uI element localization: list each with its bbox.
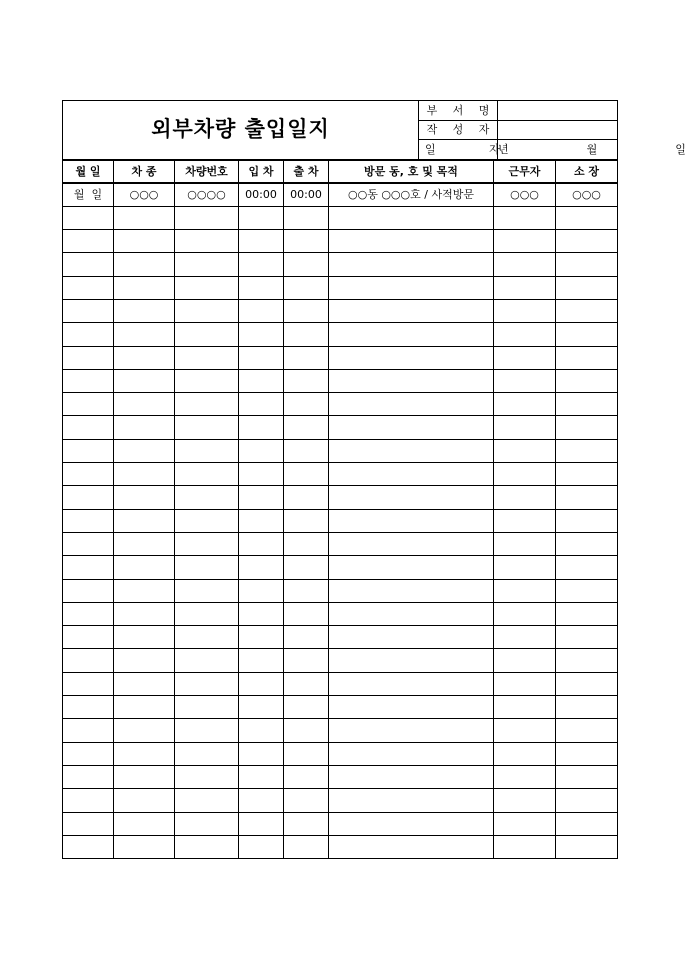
- exit-time-cell[interactable]: [284, 812, 329, 835]
- vehicle-type-cell[interactable]: [114, 230, 175, 253]
- table-row: [63, 556, 618, 579]
- exit-time-cell[interactable]: [284, 439, 329, 462]
- manager-cell[interactable]: [556, 276, 618, 299]
- manager-cell[interactable]: [556, 323, 618, 346]
- plate-cell[interactable]: [175, 323, 239, 346]
- table-row: [63, 369, 618, 392]
- plate-cell[interactable]: [175, 765, 239, 788]
- date-cell[interactable]: [63, 463, 114, 486]
- guard-cell[interactable]: [494, 626, 556, 649]
- entry-time-cell[interactable]: [239, 812, 284, 835]
- document-title: 외부차량 출입일지: [63, 101, 419, 160]
- date-cell[interactable]: [63, 253, 114, 276]
- visit-purpose-cell[interactable]: [329, 323, 494, 346]
- manager-cell[interactable]: [556, 696, 618, 719]
- exit-time-cell[interactable]: [284, 253, 329, 276]
- table-row: [63, 509, 618, 532]
- exit-time-cell[interactable]: [284, 463, 329, 486]
- exit-time-cell[interactable]: [284, 556, 329, 579]
- date-cell[interactable]: [63, 323, 114, 346]
- guard-cell[interactable]: [494, 206, 556, 229]
- plate-cell[interactable]: [175, 602, 239, 625]
- vehicle-type-cell[interactable]: [114, 369, 175, 392]
- visit-purpose-cell[interactable]: [329, 835, 494, 858]
- exit-time-cell[interactable]: [284, 206, 329, 229]
- date-cell[interactable]: [63, 346, 114, 369]
- vehicle-type-cell[interactable]: [114, 649, 175, 672]
- date-cell[interactable]: [63, 835, 114, 858]
- visit-purpose-cell[interactable]: [329, 393, 494, 416]
- table-row: [63, 602, 618, 625]
- col-date-header: 월 일: [63, 160, 114, 183]
- vehicle-type-cell[interactable]: [114, 719, 175, 742]
- manager-cell[interactable]: [556, 230, 618, 253]
- col-manager-header: 소 장: [556, 160, 618, 183]
- visit-purpose-cell[interactable]: [329, 276, 494, 299]
- exit-time-cell[interactable]: [284, 346, 329, 369]
- visit-purpose-cell[interactable]: [329, 486, 494, 509]
- entry-time-cell[interactable]: [239, 696, 284, 719]
- manager-cell[interactable]: [556, 253, 618, 276]
- table-row: [63, 323, 618, 346]
- header-table: [62, 100, 686, 160]
- manager-cell[interactable]: [556, 765, 618, 788]
- col-vehicle-type-header: 차 종: [114, 160, 175, 183]
- table-row: [63, 626, 618, 649]
- example-vehicle-type[interactable]: ○○○: [114, 183, 175, 207]
- plate-cell[interactable]: [175, 416, 239, 439]
- exit-time-cell[interactable]: [284, 579, 329, 602]
- exit-time-cell[interactable]: [284, 649, 329, 672]
- guard-cell[interactable]: [494, 416, 556, 439]
- manager-cell[interactable]: [556, 299, 618, 322]
- visit-purpose-cell[interactable]: [329, 416, 494, 439]
- plate-cell[interactable]: [175, 393, 239, 416]
- table-row: [63, 579, 618, 602]
- date-cell[interactable]: [63, 393, 114, 416]
- exit-time-cell[interactable]: [284, 696, 329, 719]
- visit-purpose-cell[interactable]: [329, 719, 494, 742]
- guard-cell[interactable]: [494, 602, 556, 625]
- table-row: [63, 463, 618, 486]
- guard-cell[interactable]: [494, 230, 556, 253]
- guard-cell[interactable]: [494, 323, 556, 346]
- entry-time-cell[interactable]: [239, 556, 284, 579]
- plate-cell[interactable]: [175, 696, 239, 719]
- date-cell[interactable]: [63, 765, 114, 788]
- table-row: [63, 649, 618, 672]
- visit-purpose-cell[interactable]: [329, 626, 494, 649]
- visit-purpose-cell[interactable]: [329, 579, 494, 602]
- vehicle-type-cell[interactable]: [114, 276, 175, 299]
- table-row: [63, 439, 618, 462]
- example-entry-time[interactable]: 00:00: [239, 183, 284, 207]
- exit-time-cell[interactable]: [284, 835, 329, 858]
- manager-cell[interactable]: [556, 416, 618, 439]
- exit-time-cell[interactable]: [284, 672, 329, 695]
- vehicle-type-cell[interactable]: [114, 532, 175, 555]
- guard-cell[interactable]: [494, 439, 556, 462]
- exit-time-cell[interactable]: [284, 299, 329, 322]
- manager-cell[interactable]: [556, 486, 618, 509]
- vehicle-type-cell[interactable]: [114, 672, 175, 695]
- manager-cell[interactable]: [556, 649, 618, 672]
- table-row: [63, 696, 618, 719]
- exit-time-cell[interactable]: [284, 719, 329, 742]
- guard-cell[interactable]: [494, 649, 556, 672]
- vehicle-type-cell[interactable]: [114, 486, 175, 509]
- table-row: [63, 486, 618, 509]
- table-row: [63, 393, 618, 416]
- dept-value[interactable]: [498, 101, 618, 121]
- writer-value[interactable]: [498, 120, 618, 140]
- visit-purpose-cell[interactable]: [329, 696, 494, 719]
- manager-cell[interactable]: [556, 719, 618, 742]
- guard-cell[interactable]: [494, 509, 556, 532]
- visit-purpose-cell[interactable]: [329, 556, 494, 579]
- example-date[interactable]: 월 일: [63, 183, 114, 207]
- plate-cell[interactable]: [175, 556, 239, 579]
- visit-purpose-cell[interactable]: [329, 602, 494, 625]
- vehicle-type-cell[interactable]: [114, 602, 175, 625]
- date-value[interactable]: 년 월 일: [498, 140, 618, 160]
- date-cell[interactable]: [63, 789, 114, 812]
- guard-cell[interactable]: [494, 789, 556, 812]
- entry-time-cell[interactable]: [239, 369, 284, 392]
- manager-cell[interactable]: [556, 509, 618, 532]
- exit-time-cell[interactable]: [284, 276, 329, 299]
- entry-time-cell[interactable]: [239, 579, 284, 602]
- table-row: [63, 742, 618, 765]
- entry-time-cell[interactable]: [239, 416, 284, 439]
- example-exit-time[interactable]: 00:00: [284, 183, 329, 207]
- table-row: [63, 346, 618, 369]
- vehicle-type-cell[interactable]: [114, 812, 175, 835]
- guard-cell[interactable]: [494, 253, 556, 276]
- visit-purpose-cell[interactable]: [329, 672, 494, 695]
- exit-time-cell[interactable]: [284, 626, 329, 649]
- col-entry-header: 입 차: [239, 160, 284, 183]
- entry-time-cell[interactable]: [239, 672, 284, 695]
- vehicle-type-cell[interactable]: [114, 742, 175, 765]
- exit-time-cell[interactable]: [284, 789, 329, 812]
- entry-time-cell[interactable]: [239, 765, 284, 788]
- vehicle-type-cell[interactable]: [114, 579, 175, 602]
- visit-purpose-cell[interactable]: [329, 532, 494, 555]
- manager-cell[interactable]: [556, 835, 618, 858]
- guard-cell[interactable]: [494, 369, 556, 392]
- manager-cell[interactable]: [556, 532, 618, 555]
- manager-cell[interactable]: [556, 346, 618, 369]
- visit-purpose-cell[interactable]: [329, 509, 494, 532]
- manager-cell[interactable]: [556, 556, 618, 579]
- example-row: [63, 183, 618, 207]
- example-plate[interactable]: ○○○○: [175, 183, 239, 207]
- plate-cell[interactable]: [175, 626, 239, 649]
- date-label: 일 자: [419, 140, 498, 160]
- guard-cell[interactable]: [494, 276, 556, 299]
- plate-cell[interactable]: [175, 579, 239, 602]
- visit-purpose-cell[interactable]: [329, 369, 494, 392]
- table-row: [63, 835, 618, 858]
- guard-cell[interactable]: [494, 742, 556, 765]
- vehicle-type-cell[interactable]: [114, 835, 175, 858]
- example-visit-purpose[interactable]: ○○동 ○○○호 / 사적방문: [329, 183, 494, 207]
- vehicle-type-cell[interactable]: [114, 789, 175, 812]
- vehicle-type-cell[interactable]: [114, 765, 175, 788]
- plate-cell[interactable]: [175, 439, 239, 462]
- exit-time-cell[interactable]: [284, 602, 329, 625]
- exit-time-cell[interactable]: [284, 393, 329, 416]
- table-row: [63, 276, 618, 299]
- vehicle-type-cell[interactable]: [114, 463, 175, 486]
- plate-cell[interactable]: [175, 486, 239, 509]
- col-guard-header: 근무자: [494, 160, 556, 183]
- plate-cell[interactable]: [175, 463, 239, 486]
- vehicle-type-cell[interactable]: [114, 556, 175, 579]
- manager-cell[interactable]: [556, 579, 618, 602]
- plate-cell[interactable]: [175, 276, 239, 299]
- entry-time-cell[interactable]: [239, 393, 284, 416]
- plate-cell[interactable]: [175, 369, 239, 392]
- guard-cell[interactable]: [494, 463, 556, 486]
- entry-time-cell[interactable]: [239, 742, 284, 765]
- entry-time-cell[interactable]: [239, 509, 284, 532]
- example-manager[interactable]: ○○○: [556, 183, 618, 207]
- column-header-row: [63, 160, 618, 183]
- visit-purpose-cell[interactable]: [329, 789, 494, 812]
- date-cell[interactable]: [63, 719, 114, 742]
- date-cell[interactable]: [63, 486, 114, 509]
- manager-cell[interactable]: [556, 672, 618, 695]
- entry-time-cell[interactable]: [239, 719, 284, 742]
- plate-cell[interactable]: [175, 742, 239, 765]
- entry-time-cell[interactable]: [239, 463, 284, 486]
- vehicle-type-cell[interactable]: [114, 299, 175, 322]
- plate-cell[interactable]: [175, 789, 239, 812]
- vehicle-type-cell[interactable]: [114, 253, 175, 276]
- visit-purpose-cell[interactable]: [329, 439, 494, 462]
- table-row: [63, 672, 618, 695]
- table-row: [63, 230, 618, 253]
- date-cell[interactable]: [63, 602, 114, 625]
- example-guard[interactable]: ○○○: [494, 183, 556, 207]
- guard-cell[interactable]: [494, 486, 556, 509]
- entry-time-cell[interactable]: [239, 230, 284, 253]
- vehicle-log-form: [62, 100, 686, 859]
- entry-time-cell[interactable]: [239, 206, 284, 229]
- vehicle-type-cell[interactable]: [114, 416, 175, 439]
- date-cell[interactable]: [63, 649, 114, 672]
- visit-purpose-cell[interactable]: [329, 742, 494, 765]
- exit-time-cell[interactable]: [284, 416, 329, 439]
- manager-cell[interactable]: [556, 742, 618, 765]
- date-cell[interactable]: [63, 509, 114, 532]
- plate-cell[interactable]: [175, 532, 239, 555]
- plate-cell[interactable]: [175, 509, 239, 532]
- writer-label: 작 성 자: [419, 120, 498, 140]
- table-row: [63, 206, 618, 229]
- table-row: [63, 765, 618, 788]
- entry-time-cell[interactable]: [239, 276, 284, 299]
- visit-purpose-cell[interactable]: [329, 230, 494, 253]
- manager-cell[interactable]: [556, 602, 618, 625]
- date-cell[interactable]: [63, 206, 114, 229]
- guard-cell[interactable]: [494, 812, 556, 835]
- manager-cell[interactable]: [556, 439, 618, 462]
- guard-cell[interactable]: [494, 696, 556, 719]
- col-plate-header: 차량번호: [175, 160, 239, 183]
- date-cell[interactable]: [63, 696, 114, 719]
- entry-time-cell[interactable]: [239, 649, 284, 672]
- exit-time-cell[interactable]: [284, 369, 329, 392]
- date-cell[interactable]: [63, 276, 114, 299]
- date-cell[interactable]: [63, 626, 114, 649]
- entry-time-cell[interactable]: [239, 299, 284, 322]
- plate-cell[interactable]: [175, 649, 239, 672]
- date-cell[interactable]: [63, 672, 114, 695]
- exit-time-cell[interactable]: [284, 532, 329, 555]
- exit-time-cell[interactable]: [284, 509, 329, 532]
- date-cell[interactable]: [63, 742, 114, 765]
- plate-cell[interactable]: [175, 346, 239, 369]
- entry-time-cell[interactable]: [239, 835, 284, 858]
- entry-time-cell[interactable]: [239, 602, 284, 625]
- visit-purpose-cell[interactable]: [329, 765, 494, 788]
- guard-cell[interactable]: [494, 719, 556, 742]
- visit-purpose-cell[interactable]: [329, 299, 494, 322]
- date-cell[interactable]: [63, 579, 114, 602]
- table-row: [63, 719, 618, 742]
- dept-label: 부 서 명: [419, 101, 498, 121]
- col-exit-header: 출 차: [284, 160, 329, 183]
- visit-purpose-cell[interactable]: [329, 812, 494, 835]
- vehicle-type-cell[interactable]: [114, 346, 175, 369]
- log-table: [62, 160, 618, 860]
- col-visit-header: 방문 동, 호 및 목적: [329, 160, 494, 183]
- entry-time-cell[interactable]: [239, 789, 284, 812]
- guard-cell[interactable]: [494, 532, 556, 555]
- vehicle-type-cell[interactable]: [114, 509, 175, 532]
- guard-cell[interactable]: [494, 393, 556, 416]
- entry-time-cell[interactable]: [239, 486, 284, 509]
- plate-cell[interactable]: [175, 253, 239, 276]
- table-row: [63, 299, 618, 322]
- vehicle-type-cell[interactable]: [114, 393, 175, 416]
- date-cell[interactable]: [63, 556, 114, 579]
- vehicle-type-cell[interactable]: [114, 206, 175, 229]
- guard-cell[interactable]: [494, 579, 556, 602]
- exit-time-cell[interactable]: [284, 230, 329, 253]
- manager-cell[interactable]: [556, 393, 618, 416]
- exit-time-cell[interactable]: [284, 742, 329, 765]
- manager-cell[interactable]: [556, 369, 618, 392]
- visit-purpose-cell[interactable]: [329, 649, 494, 672]
- manager-cell[interactable]: [556, 463, 618, 486]
- table-row: [63, 789, 618, 812]
- table-row: [63, 532, 618, 555]
- entry-time-cell[interactable]: [239, 626, 284, 649]
- plate-cell[interactable]: [175, 812, 239, 835]
- entry-time-cell[interactable]: [239, 346, 284, 369]
- plate-cell[interactable]: [175, 835, 239, 858]
- guard-cell[interactable]: [494, 765, 556, 788]
- manager-cell[interactable]: [556, 626, 618, 649]
- visit-purpose-cell[interactable]: [329, 206, 494, 229]
- entry-time-cell[interactable]: [239, 532, 284, 555]
- guard-cell[interactable]: [494, 835, 556, 858]
- table-row: [63, 812, 618, 835]
- date-cell[interactable]: [63, 299, 114, 322]
- vehicle-type-cell[interactable]: [114, 626, 175, 649]
- date-cell[interactable]: [63, 416, 114, 439]
- guard-cell[interactable]: [494, 346, 556, 369]
- date-cell[interactable]: [63, 439, 114, 462]
- plate-cell[interactable]: [175, 299, 239, 322]
- guard-cell[interactable]: [494, 299, 556, 322]
- plate-cell[interactable]: [175, 719, 239, 742]
- guard-cell[interactable]: [494, 556, 556, 579]
- vehicle-type-cell[interactable]: [114, 439, 175, 462]
- manager-cell[interactable]: [556, 789, 618, 812]
- date-cell[interactable]: [63, 230, 114, 253]
- exit-time-cell[interactable]: [284, 323, 329, 346]
- vehicle-type-cell[interactable]: [114, 696, 175, 719]
- visit-purpose-cell[interactable]: [329, 253, 494, 276]
- plate-cell[interactable]: [175, 206, 239, 229]
- entry-time-cell[interactable]: [239, 439, 284, 462]
- entry-time-cell[interactable]: [239, 253, 284, 276]
- date-cell[interactable]: [63, 369, 114, 392]
- vehicle-type-cell[interactable]: [114, 323, 175, 346]
- table-row: [63, 253, 618, 276]
- guard-cell[interactable]: [494, 672, 556, 695]
- plate-cell[interactable]: [175, 230, 239, 253]
- manager-cell[interactable]: [556, 812, 618, 835]
- visit-purpose-cell[interactable]: [329, 346, 494, 369]
- exit-time-cell[interactable]: [284, 486, 329, 509]
- exit-time-cell[interactable]: [284, 765, 329, 788]
- date-cell[interactable]: [63, 812, 114, 835]
- visit-purpose-cell[interactable]: [329, 463, 494, 486]
- manager-cell[interactable]: [556, 206, 618, 229]
- plate-cell[interactable]: [175, 672, 239, 695]
- date-cell[interactable]: [63, 532, 114, 555]
- entry-time-cell[interactable]: [239, 323, 284, 346]
- table-row: [63, 416, 618, 439]
